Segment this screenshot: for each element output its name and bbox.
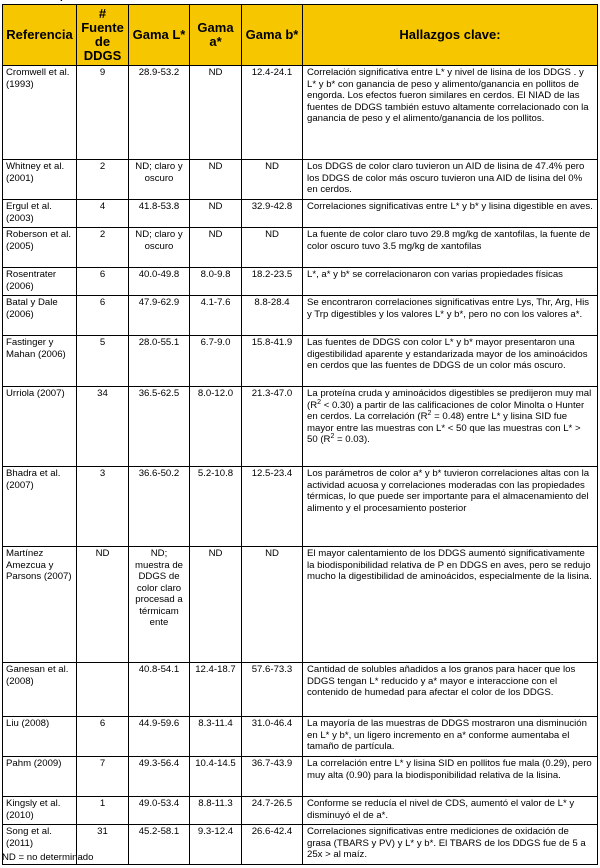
table-row <box>3 200 598 228</box>
cell-gama-a: 8.0-12.0 <box>190 387 242 467</box>
cell-fuente: 3 <box>77 467 129 547</box>
cell-hallazgos: El mayor calentamiento de los DDGS aumentó significativamente la biodisponibilidad relativa de P en DDGS en aves, pero se redujo mucho la digestibilidad de aminoácidos, especialmente de la lisina. <box>303 547 598 663</box>
cell-fuente: 6 <box>77 717 129 757</box>
cell-referencia: Ganesan et al. (2008) <box>3 663 77 717</box>
cell-gama-b: ND <box>242 547 303 663</box>
cell-gama-l: 28.9-53.2 <box>129 66 190 160</box>
cell-fuente: 9 <box>77 66 129 160</box>
table-row <box>3 547 598 663</box>
cell-fuente: 7 <box>77 757 129 797</box>
cell-gama-l: ND; claro y oscuro <box>129 228 190 268</box>
cell-referencia: Cromwell et al. (1993) <box>3 66 77 160</box>
cell-gama-b: 36.7-43.9 <box>242 757 303 797</box>
cell-hallazgos: La fuente de color claro tuvo 29.8 mg/kg de xantofilas, la fuente de color oscuro tuvo 3.5 mg/kg de xantofilas <box>303 228 598 268</box>
cell-gama-b: 15.8-41.9 <box>242 336 303 387</box>
cell-fuente: 2 <box>77 160 129 200</box>
table-row <box>3 228 598 268</box>
cell-gama-a: 9.3-12.4 <box>190 825 242 865</box>
cell-gama-b: 12.5-23.4 <box>242 467 303 547</box>
table-row <box>3 757 598 797</box>
cell-hallazgos: Correlación significativa entre L* y nivel de lisina de los DDGS . y L* y b* con ganancia de peso y alimento/ganancia en pollitos de engorda. Los efectos fueron similares en cerdos. El NIAD de las fuentes de DDGS también estuvo altamente correlacionado con la ganancia de peso y el alimento/ganancia de los pollitos. <box>303 66 598 160</box>
header-hallazgos: Hallazgos clave: <box>303 5 598 66</box>
cell-fuente <box>77 663 129 717</box>
cell-hallazgos: Las fuentes de DDGS con color L* y b* mayor presentaron una digestibilidad aparente y estandarizada mayor de los aminoácidos en cerdos que las fuentes de DDGS de un color más oscuro. <box>303 336 598 387</box>
cell-referencia: Liu (2008) <box>3 717 77 757</box>
hallazgo-text: = 0.48) entre L* y lisina SID fue mayor entre las muestras con L* < 50 que las muestras con L* > 50 (R <box>307 411 581 445</box>
table-row <box>3 296 598 336</box>
table-row <box>3 336 598 387</box>
cell-referencia: Roberson et al.(2005) <box>3 228 77 268</box>
cell-gama-b: 18.2-23.5 <box>242 268 303 296</box>
hallazgo-text: = 0.03). <box>334 434 370 445</box>
cell-referencia: Bhadra et al. (2007) <box>3 467 77 547</box>
cell-gama-l: 44.9-59.6 <box>129 717 190 757</box>
cell-gama-a: 10.4-14.5 <box>190 757 242 797</box>
cell-gama-l: 36.6-50.2 <box>129 467 190 547</box>
cell-gama-b: ND <box>242 228 303 268</box>
cell-fuente: 6 <box>77 268 129 296</box>
cell-gama-b: 57.6-73.3 <box>242 663 303 717</box>
cell-gama-b: 21.3-47.0 <box>242 387 303 467</box>
cell-gama-b: ND <box>242 160 303 200</box>
table-row <box>3 797 598 825</box>
ddgs-color-table <box>2 4 598 865</box>
cell-gama-a: 6.7-9.0 <box>190 336 242 387</box>
cell-hallazgos: Se encontraron correlaciones significativas entre Lys, Thr, Arg, His y Trp digestibles y los valores L* y b*, pero no con los valores a*. <box>303 296 598 336</box>
cell-gama-l: 49.0-53.4 <box>129 797 190 825</box>
hallazgo-text: La proteína cruda y aminoácidos digestibles se predijeron muy mal (R <box>307 388 592 411</box>
cell-fuente: 2 <box>77 228 129 268</box>
superscript: 2 <box>317 398 322 406</box>
cell-referencia: Whitney et al. (2001) <box>3 160 77 200</box>
cell-gama-a: 4.1-7.6 <box>190 296 242 336</box>
cell-gama-b: 8.8-28.4 <box>242 296 303 336</box>
cell-gama-l: ND; claro y oscuro <box>129 160 190 200</box>
cell-gama-b: 12.4-24.1 <box>242 66 303 160</box>
cell-referencia: Martínez Amezcua y Parsons (2007) <box>3 547 77 663</box>
table-row <box>3 268 598 296</box>
cell-gama-a: ND <box>190 547 242 663</box>
cell-referencia: Urriola (2007) <box>3 387 77 467</box>
cell-fuente: 1 <box>77 797 129 825</box>
cell-gama-l: 40.0-49.8 <box>129 268 190 296</box>
cell-gama-l: 45.2-58.1 <box>129 825 190 865</box>
cell-gama-l: ND; muestra de DDGS de color claro procesad a térmicam ente <box>129 547 190 663</box>
table-row <box>3 66 598 160</box>
superscript: 2 <box>427 409 432 417</box>
cell-gama-b: 24.7-26.5 <box>242 797 303 825</box>
cell-gama-a: 12.4-18.7 <box>190 663 242 717</box>
cell-gama-l: 49.3-56.4 <box>129 757 190 797</box>
cell-hallazgos: Los parámetros de color a* y b* tuvieron correlaciones altas con la actividad acuosa y correlaciones moderadas con las propiedades térmicas, lo que puede ser importante para el almacenamiento del alimento y el procesamiento posterior <box>303 467 598 547</box>
cell-hallazgos: La mayoría de las muestras de DDGS mostraron una disminución en L* y b*, un ligero incremento en a* conforme aumentaba el tamaño de partícula. <box>303 717 598 757</box>
table-row <box>3 717 598 757</box>
header-gama-a: Gama a* <box>190 5 242 66</box>
cell-gama-l: 47.9-62.9 <box>129 296 190 336</box>
header-referencia: Referencia <box>3 5 77 66</box>
cell-gama-a: 8.3-11.4 <box>190 717 242 757</box>
header-gama-b: Gama b* <box>242 5 303 66</box>
table-row <box>3 467 598 547</box>
cell-gama-l: 28.0-55.1 <box>129 336 190 387</box>
cell-hallazgos: La correlación entre L* y lisina SID en pollitos fue mala (0.29), pero muy alta (0.90) para la biodisponibilidad relativa de la lisina. <box>303 757 598 797</box>
table-row <box>3 663 598 717</box>
hallazgo-text: < 0.30) a partir de las calificaciones de color Minolta o Hunter en cerdos. La correlación (R <box>307 399 585 422</box>
cell-referencia: Song et al. (2011) <box>3 825 77 865</box>
cell-gama-b: 26.6-42.4 <box>242 825 303 865</box>
cell-fuente: 6 <box>77 296 129 336</box>
cell-gama-l: 41.8-53.8 <box>129 200 190 228</box>
cell-hallazgos: Correlaciones significativas entre L* y b* y lisina digestible en aves. <box>303 200 598 228</box>
cell-hallazgos: L*, a* y b* se correlacionaron con varias propiedades físicas <box>303 268 598 296</box>
cell-referencia: Batal y Dale (2006) <box>3 296 77 336</box>
cell-gama-a: ND <box>190 66 242 160</box>
cell-gama-a: 5.2-10.8 <box>190 467 242 547</box>
cell-hallazgos: Conforme se reducía el nivel de CDS, aumentó el valor de L* y disminuyó el de a*. <box>303 797 598 825</box>
cell-gama-a: ND <box>190 160 242 200</box>
cell-referencia: Rosentrater (2006) <box>3 268 77 296</box>
cell-fuente: 31 <box>77 825 129 865</box>
cell-hallazgos: Correlaciones significativas entre mediciones de oxidación de grasa (TBARS y PV) y L* y b*. El TBARS de los DDGS fue de 5 a 25x > al maíz. <box>303 825 598 865</box>
cell-gama-a: ND <box>190 200 242 228</box>
cell-gama-l: 40.8-54.1 <box>129 663 190 717</box>
cell-hallazgos: Cantidad de solubles añadidos a los granos para hacer que los DDGS tengan L* reducido y a* mayor e interaccione con el contenido de humedad para afectar el color de los DDGS. <box>303 663 598 717</box>
cell-fuente: 5 <box>77 336 129 387</box>
cell-referencia: Kingsly et al. (2010) <box>3 797 77 825</box>
cell-hallazgos <box>303 387 598 467</box>
cell-hallazgos: Los DDGS de color claro tuvieron un AID de lisina de 47.4% pero los DDGS de color más oscuro tuvieron una AID de lisina del 0% en cerdos. <box>303 160 598 200</box>
cell-referencia: Fastinger y Mahan (2006) <box>3 336 77 387</box>
footnote: ND = no determinado <box>2 852 94 863</box>
cell-gama-b: 32.9-42.8 <box>242 200 303 228</box>
cell-referencia: Ergul et al. (2003) <box>3 200 77 228</box>
table-header-row <box>3 5 598 66</box>
table-row <box>3 387 598 467</box>
cell-fuente: ND <box>77 547 129 663</box>
cell-gama-l: 36.5-62.5 <box>129 387 190 467</box>
cell-gama-a: 8.8-11.3 <box>190 797 242 825</box>
cell-fuente: 34 <box>77 387 129 467</box>
cell-gama-a: 8.0-9.8 <box>190 268 242 296</box>
cell-gama-a: ND <box>190 228 242 268</box>
cell-fuente: 4 <box>77 200 129 228</box>
cell-referencia: Pahm (2009) <box>3 757 77 797</box>
header-gama-l: Gama L* <box>129 5 190 66</box>
table-row <box>3 160 598 200</box>
superscript: 2 <box>330 432 335 440</box>
cell-gama-b: 31.0-46.4 <box>242 717 303 757</box>
header-fuente-ddgs: # Fuente de DDGS <box>77 5 129 66</box>
